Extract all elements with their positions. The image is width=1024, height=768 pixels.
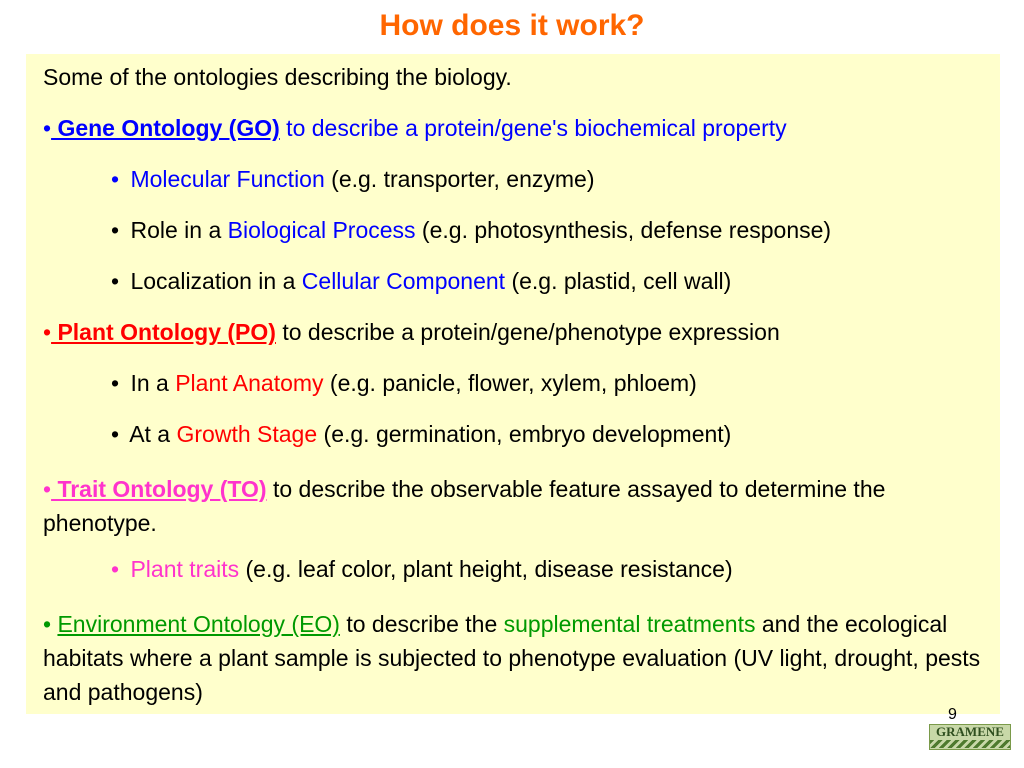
to-heading xyxy=(43,472,983,540)
eo-description-suffix: and the ecological habitats where a plant sample is subjected to phenotype evaluation (UV light, drought, pests and pathogens) xyxy=(43,611,981,705)
go-item-example: (e.g. transporter, enzyme) xyxy=(324,166,595,192)
po-item-prefix: At a xyxy=(129,421,177,447)
po-item-bullet: • xyxy=(111,421,120,447)
po-item-example: (e.g. panicle, flower, xylem, phloem) xyxy=(323,370,697,396)
po-heading xyxy=(43,319,1000,345)
to-item-example: (e.g. leaf color, plant height, disease resistance) xyxy=(239,556,733,582)
po-item-growth-stage xyxy=(111,421,1000,447)
eo-highlight: supplemental treatments xyxy=(503,611,756,637)
po-description: to describe a protein/gene/phenotype expression xyxy=(275,319,780,345)
content-panel xyxy=(26,54,1000,714)
eo-heading xyxy=(43,607,983,709)
to-bullet: • xyxy=(43,476,52,502)
go-bullet: • xyxy=(43,115,52,141)
go-item-molecular-function xyxy=(111,166,1000,192)
gramene-logo xyxy=(929,724,1011,750)
eo-description-prefix: to describe the xyxy=(339,611,504,637)
po-item-term: Plant Anatomy xyxy=(175,370,324,396)
eo-link[interactable]: Environment Ontology (EO) xyxy=(57,611,340,637)
go-description: to describe a protein/gene's biochemical property xyxy=(279,115,787,141)
po-item-bullet: • xyxy=(111,370,120,396)
go-item-example: (e.g. plastid, cell wall) xyxy=(505,268,732,294)
po-item-plant-anatomy xyxy=(111,370,1000,396)
eo-bullet: • xyxy=(43,611,52,637)
po-item-example: (e.g. germination, embryo development) xyxy=(317,421,732,447)
go-item-example: (e.g. photosynthesis, defense response) xyxy=(415,217,832,243)
go-item-bullet: • xyxy=(111,166,120,192)
go-item-prefix: Localization in a xyxy=(130,268,302,294)
go-link[interactable]: Gene Ontology (GO) xyxy=(51,115,280,141)
to-item-bullet: • xyxy=(111,556,120,582)
to-item-plant-traits xyxy=(111,556,1000,582)
go-heading xyxy=(43,115,1000,141)
to-description: to describe the observable feature assayed to determine the phenotype. xyxy=(43,476,886,536)
po-item-term: Growth Stage xyxy=(176,421,318,447)
go-item-bullet: • xyxy=(111,217,120,243)
logo-text: GRAMENE xyxy=(936,724,1004,739)
po-link[interactable]: Plant Ontology (PO) xyxy=(51,319,276,345)
intro-line: Some of the ontologies describing the biology. xyxy=(43,64,512,90)
go-item-biological-process xyxy=(111,217,1000,243)
to-item-term: Plant traits xyxy=(130,556,240,582)
go-item-cellular-component xyxy=(111,268,1000,294)
logo-stripes xyxy=(930,740,1010,748)
to-link[interactable]: Trait Ontology (TO) xyxy=(51,476,267,502)
go-item-bullet: • xyxy=(111,268,120,294)
go-item-term: Molecular Function xyxy=(130,166,325,192)
go-item-prefix: Role in a xyxy=(130,217,228,243)
page-number: 9 xyxy=(948,706,957,723)
po-bullet: • xyxy=(43,319,52,345)
po-item-prefix: In a xyxy=(130,370,176,396)
slide-title: How does it work? xyxy=(379,9,645,42)
go-item-term: Cellular Component xyxy=(301,268,506,294)
go-item-term: Biological Process xyxy=(227,217,416,243)
